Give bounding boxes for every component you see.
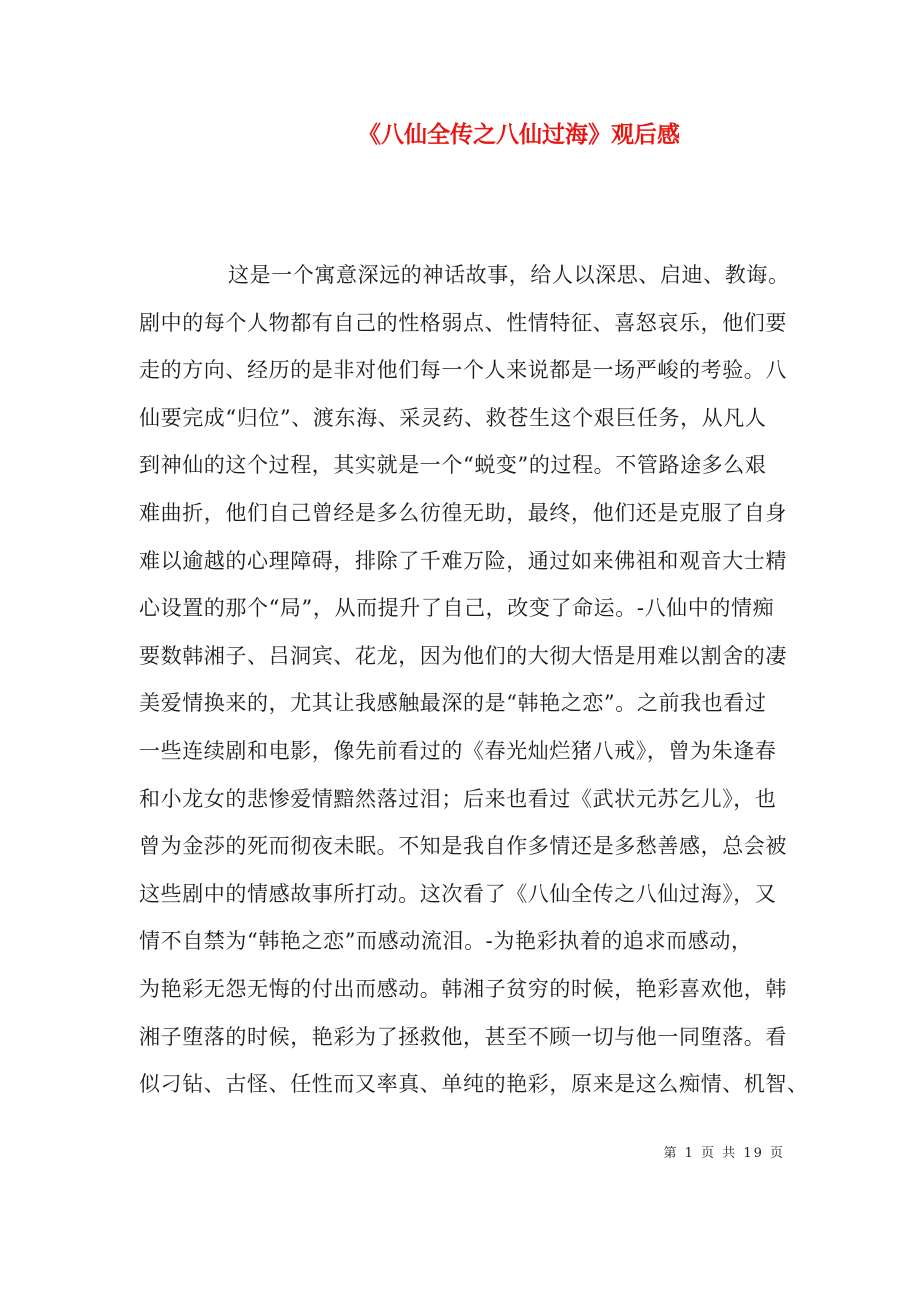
body-line: 这些剧中的情感故事所打动。这次看了《八仙全传之八仙过海》，又	[139, 881, 777, 906]
body-line: 要数韩湘子、吕洞宾、花龙，因为他们的大彻大悟是用难以割舍的凄	[139, 643, 787, 668]
document-title: 《八仙全传之八仙过海》观后感	[358, 121, 680, 148]
body-line: 心设置的那个“局”，从而提升了自己，改变了命运。-八仙中的情痴	[139, 596, 775, 621]
body-line: 和小龙女的悲惨爱情黯然落过泪；后来也看过《武状元苏乞儿》，也	[139, 786, 777, 811]
body-line: 湘子堕落的时候，艳彩为了拯救他，甚至不顾一切与他一同堕落。看	[139, 1024, 787, 1049]
body-line: 走的方向、经历的是非对他们每一个人来说都是一场严峻的考验。八	[139, 358, 787, 383]
body-line: 曾为金莎的死而彻夜未眠。不知是我自作多情还是多愁善感，总会被	[139, 834, 787, 859]
body-line: 难以逾越的心理障碍，排除了千难万险，通过如来佛祖和观音大士精	[139, 548, 787, 573]
body-line: 到神仙的这个过程，其实就是一个“蜕变”的过程。不管路途多么艰	[139, 453, 767, 478]
body-line: 一些连续剧和电影，像先前看过的《春光灿烂猪八戒》，曾为朱逢春	[139, 739, 777, 763]
body-line: 美爱情换来的，尤其让我感触最深的是“韩艳之恋”。之前我也看过	[139, 691, 767, 716]
body-line: 似刁钻、古怪、任性而又率真、单纯的艳彩，原来是这么痴情、机智、	[139, 1072, 809, 1097]
body-line: 为艳彩无怨无悔的付出而感动。韩湘子贫穷的时候，艳彩喜欢他，韩	[139, 977, 787, 1001]
body-line: 难曲折，他们自己曾经是多么彷徨无助，最终，他们还是克服了自身	[139, 501, 787, 525]
body-line: 情不自禁为“韩艳之恋”而感动流泪。-为艳彩执着的追求而感动，	[139, 929, 753, 954]
body-line: 剧中的每个人物都有自己的性格弱点、性情特征、喜怒哀乐，他们要	[139, 310, 787, 335]
page-footer: 第 1 页 共 19 页	[663, 1146, 785, 1161]
body-line: 这是一个寓意深远的神话故事，给人以深思、启迪、教诲。	[228, 263, 790, 287]
body-line: 仙要完成“归位”、渡东海、采灵药、救苍生这个艰巨任务，从凡人	[139, 405, 767, 430]
